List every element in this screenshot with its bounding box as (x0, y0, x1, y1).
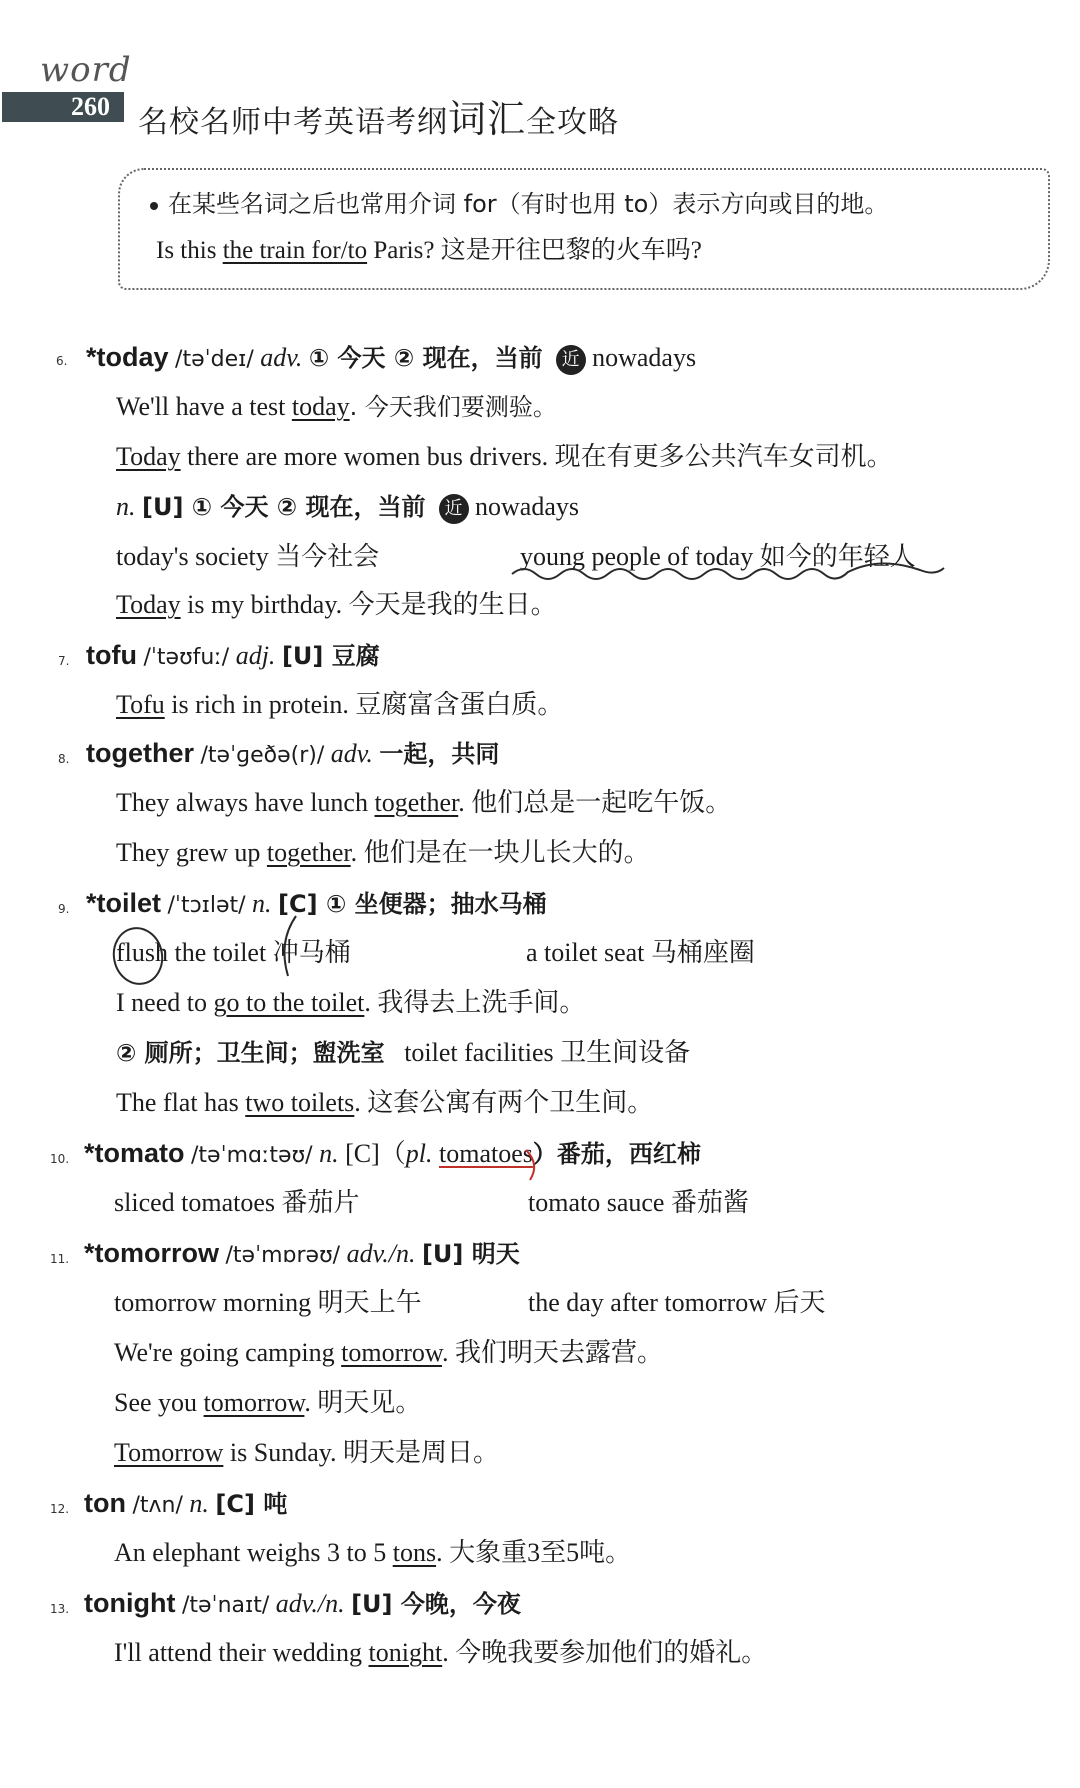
example-keyword: tonight (368, 1638, 443, 1667)
example-keyword: Tomorrow (114, 1438, 224, 1467)
entry-number: 9. (58, 902, 70, 916)
sense: [U] 明天 (421, 1240, 520, 1268)
headword: tofu (86, 640, 137, 670)
example-text: See you (114, 1388, 204, 1417)
page-number: 260 (2, 92, 124, 122)
header-word-script: word (40, 50, 132, 90)
note-text-1: 在某些名词之后也常用介词 for（有时也用 to）表示方向或目的地。 (168, 190, 889, 218)
pronunciation: /təˈmɑːtəʊ/ (191, 1143, 313, 1168)
example-sentence (116, 390, 557, 424)
example-text: We'll have a test (116, 392, 292, 421)
example-text: is Sunday. 明天是周日。 (223, 1438, 500, 1467)
example-text: . 今晚我要参加他们的婚礼。 (442, 1638, 768, 1667)
pronunciation: /təˈmɒrəʊ/ (225, 1243, 341, 1268)
entry-today-noun-sense (116, 490, 579, 524)
pronunciation: /təˈdeɪ/ (175, 347, 254, 372)
part-of-speech: adv. (260, 343, 303, 372)
example-keyword: go to the toilet (213, 988, 365, 1017)
synonym-badge-icon: 近 (439, 494, 469, 524)
part-of-speech: adv./n. (275, 1589, 345, 1618)
note-line-1 (150, 184, 888, 219)
entry-number: 6. (56, 354, 68, 368)
example-keyword: Today (116, 442, 181, 471)
bullet-icon (150, 202, 158, 210)
synonym: nowadays (592, 343, 697, 372)
note-text-2a: Is this (156, 237, 223, 264)
part-of-speech: n. (252, 889, 272, 918)
headword: *toilet (86, 888, 162, 918)
sense: ① 今天 ② 现在，当前 (308, 344, 543, 372)
example-keyword: Today (116, 590, 181, 619)
title-part-b: 词汇 (448, 97, 527, 141)
example-keyword: tons (392, 1538, 437, 1567)
pronunciation: /təˈɡeðə(r)/ (200, 743, 325, 768)
example-sentence (116, 986, 585, 1020)
example-text: They grew up (116, 838, 267, 867)
entry-number: 7. (58, 654, 70, 668)
example-text: . 他们总是一起吃午饭。 (458, 788, 732, 817)
part-of-speech: adv. (330, 739, 373, 768)
example-text: . 今天我们要测验。 (349, 393, 557, 421)
phrase: tomato sauce 番茄酱 (528, 1188, 749, 1217)
entry-ton-headline (84, 1486, 287, 1523)
example-keyword: tomorrow (341, 1338, 442, 1367)
example-text: . 我们明天去露营。 (442, 1338, 664, 1367)
part-of-speech: n. (116, 492, 136, 521)
entry-tomorrow-headline (84, 1236, 520, 1273)
example-text: An elephant weighs 3 to 5 (114, 1538, 393, 1567)
phrase: young people of today 如今的年轻人 (520, 542, 916, 571)
example-text: . 大象重3至5吨。 (436, 1538, 632, 1567)
example-sentence (116, 1086, 653, 1120)
phrase: a toilet seat 马桶座圈 (526, 938, 755, 967)
headword: tonight (84, 1588, 176, 1618)
example-text: The flat has (116, 1088, 246, 1117)
sense: [C] 吨 (215, 1490, 288, 1518)
sense: [U] 今晚，今夜 (351, 1590, 521, 1618)
entry-toilet-sense-2 (116, 1036, 690, 1070)
example-sentence (116, 786, 731, 820)
sense: ② 厕所；卫生间；盥洗室 (116, 1039, 385, 1067)
example-text: We're going camping (114, 1338, 342, 1367)
example-text: is rich in protein. 豆腐富含蛋白质。 (164, 690, 564, 719)
sense: [C] ① 坐便器；抽水马桶 (278, 890, 547, 918)
sense: ）番茄，西红柿 (532, 1140, 701, 1168)
example-sentence (114, 1336, 663, 1370)
headword: *tomato (84, 1138, 185, 1168)
pronunciation: /ˈtəʊfuː/ (143, 645, 230, 670)
example-text: I need to (116, 988, 214, 1017)
example-text: . 他们是在一块儿长大的。 (350, 838, 650, 867)
example-text: . 明天见。 (304, 1388, 422, 1417)
entry-tomato-headline (84, 1136, 701, 1173)
example-text: is my birthday. 今天是我的生日。 (180, 590, 557, 619)
example-sentence (114, 1636, 767, 1670)
example-text: I'll attend their wedding (114, 1638, 369, 1667)
plural-label: pl. (405, 1139, 433, 1168)
example-keyword: together (374, 788, 459, 817)
example-text: . 这套公寓有两个卫生间。 (354, 1088, 654, 1117)
headword: together (86, 738, 194, 768)
example-keyword: two toilets (245, 1088, 355, 1117)
synonym-badge-icon: 近 (556, 345, 586, 375)
example-keyword: today (291, 392, 350, 421)
note-text-2-underlined: the train for/to (222, 237, 368, 264)
example-sentence (114, 1536, 631, 1570)
sense: 一起，共同 (379, 740, 500, 768)
title-part-a: 名校名师中考英语考纲 (138, 105, 448, 140)
phrase: tomorrow morning 明天上午 (114, 1288, 422, 1317)
usage-note-box (118, 168, 1050, 290)
example-sentence (116, 440, 893, 474)
example-text: there are more women bus drivers. 现在有更多公共汽车女司机。 (180, 442, 893, 471)
example-text: . 我得去上洗手间。 (364, 988, 586, 1017)
headword: ton (84, 1488, 126, 1518)
entry-number: 13. (50, 1602, 70, 1616)
entry-number: 8. (58, 752, 70, 766)
headword: *tomorrow (84, 1238, 219, 1268)
pronunciation: /təˈnaɪt/ (181, 1593, 270, 1618)
headword: *today (86, 342, 169, 372)
entry-number: 12. (50, 1502, 70, 1516)
phrase: toilet facilities 卫生间设备 (404, 1038, 691, 1067)
part-of-speech: adv./n. (346, 1239, 416, 1268)
entry-toilet-headline (86, 886, 547, 923)
entry-number: 11. (50, 1252, 70, 1266)
part-of-speech: adj. (235, 641, 276, 670)
pronunciation: /ˈtɔɪlət/ (167, 893, 246, 918)
phrase: the day after tomorrow 后天 (528, 1288, 826, 1317)
sense-prefix: [C]（ (345, 1139, 406, 1168)
example-text: They always have lunch (116, 788, 375, 817)
example-keyword: tomorrow (203, 1388, 305, 1417)
sense: [U] 豆腐 (281, 642, 380, 670)
part-of-speech: n. (189, 1489, 209, 1518)
note-line-2 (156, 230, 702, 266)
example-sentence (116, 688, 563, 722)
example-sentence (116, 836, 650, 870)
example-keyword: Tofu (116, 690, 165, 719)
example-sentence (116, 588, 557, 622)
sense: [U] ① 今天 ② 现在，当前 (142, 493, 426, 521)
note-text-2b: Paris? 这是开往巴黎的火车吗? (367, 237, 702, 264)
plural-form: tomatoes (439, 1139, 533, 1168)
entry-tofu-headline (86, 638, 380, 675)
entry-number: 10. (50, 1152, 70, 1166)
part-of-speech: n. (319, 1139, 339, 1168)
phrase: flush the toilet 冲马桶 (116, 938, 351, 967)
entry-today-headline (86, 340, 696, 377)
pronunciation: /tʌn/ (132, 1493, 183, 1518)
book-title (138, 88, 619, 143)
example-keyword: together (266, 838, 351, 867)
example-sentence (114, 1436, 499, 1470)
title-part-c: 全攻略 (526, 105, 620, 140)
phrase: sliced tomatoes 番茄片 (114, 1188, 360, 1217)
entry-together-headline (86, 736, 499, 773)
entry-tonight-headline (84, 1586, 521, 1623)
synonym: nowadays (475, 492, 579, 521)
phrase: today's society 当今社会 (116, 542, 380, 571)
example-sentence (114, 1386, 421, 1420)
